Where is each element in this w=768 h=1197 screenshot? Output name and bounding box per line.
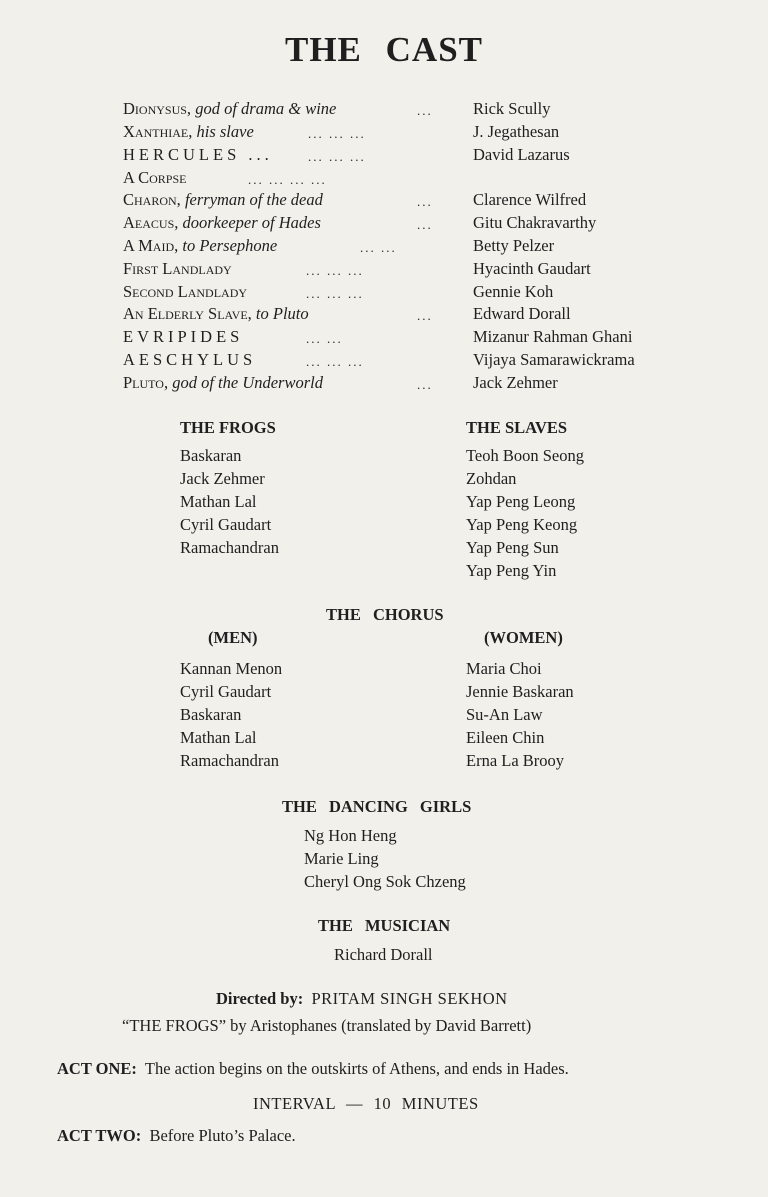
directed-label: Directed by:	[216, 989, 304, 1008]
chorus-men-list	[180, 657, 282, 772]
page-title: THE CAST	[284, 30, 484, 69]
leader-dots: ... ... ... ...	[248, 172, 327, 187]
leader-dots: ...	[417, 377, 433, 392]
act-one	[57, 1059, 569, 1079]
list-item: Mathan Lal	[180, 728, 257, 747]
frogs-heading: THE FROGS	[180, 418, 276, 437]
role-name: Xanthiae, his slave	[123, 122, 254, 141]
leader-dots: ...	[417, 217, 433, 232]
list-item: Yap Peng Yin	[466, 561, 557, 580]
act-one-text: The action begins on the outskirts of Athens, and ends in Hades.	[144, 1059, 569, 1078]
list-item: Yap Peng Sun	[466, 538, 559, 557]
role-name: AESCHYLUS	[123, 350, 257, 369]
actor-name: David Lazarus	[473, 145, 570, 164]
list-item: Marie Ling	[304, 849, 379, 868]
list-item: Erna La Brooy	[466, 751, 565, 770]
actor-name: Mizanur Rahman Ghani	[473, 327, 633, 346]
dancing-girls-heading: THE DANCING GIRLS	[282, 797, 472, 816]
director-name: PRITAM SINGH SEKHON	[311, 989, 508, 1008]
list-item: Ramachandran	[180, 751, 279, 770]
leader-dots: ... ... ...	[308, 149, 366, 164]
role-name: First Landlady	[123, 259, 232, 278]
frogs-list	[180, 444, 279, 559]
list-item: Zohdan	[466, 469, 517, 488]
chorus-heading: THE CHORUS	[326, 605, 444, 624]
actor-name: Jack Zehmer	[473, 373, 558, 392]
leader-dots: ... ... ...	[306, 263, 364, 278]
actor-name: Betty Pelzer	[473, 236, 555, 255]
slaves-list	[466, 444, 584, 582]
role-name: Second Landlady	[123, 282, 248, 301]
role-name: A Corpse	[123, 168, 187, 187]
list-item: Mathan Lal	[180, 492, 257, 511]
role-name: Pluto, god of the Underworld	[123, 373, 323, 392]
role-name: Aeacus, doorkeeper of Hades	[123, 213, 321, 232]
list-item: Jennie Baskaran	[466, 682, 574, 701]
leader-dots: ... ... ...	[306, 354, 364, 369]
leader-dots: ...	[417, 194, 433, 209]
leader-dots: ... ... ...	[308, 126, 366, 141]
musician-name: Richard Dorall	[334, 945, 433, 964]
act-two-text: Before Pluto’s Palace.	[149, 1126, 296, 1145]
actor-name: Vijaya Samarawickrama	[473, 350, 635, 369]
dancing-girls-list	[304, 824, 466, 893]
actor-name: Hyacinth Gaudart	[473, 259, 591, 278]
chorus-men-heading: (MEN)	[208, 628, 258, 647]
leader-dots: ...	[417, 103, 433, 118]
actor-name: Rick Scully	[473, 99, 551, 118]
list-item: Baskaran	[180, 446, 242, 465]
chorus-women-list	[466, 657, 574, 772]
list-item: Baskaran	[180, 705, 242, 724]
actor-name: Gennie Koh	[473, 282, 554, 301]
chorus-women-heading: (WOMEN)	[484, 628, 563, 647]
role-name: Dionysus, god of drama & wine	[123, 99, 337, 118]
actor-name: Gitu Chakravarthy	[473, 213, 597, 232]
list-item: Maria Choi	[466, 659, 542, 678]
interval: INTERVAL — 10 MINUTES	[253, 1094, 479, 1113]
role-name: Charon, ferryman of the dead	[123, 190, 323, 209]
act-two-label: ACT TWO:	[57, 1126, 142, 1145]
leader-dots: ... ...	[360, 240, 397, 255]
musician-heading: THE MUSICIAN	[318, 916, 451, 935]
role-name: HERCULES ...	[123, 145, 273, 164]
act-two	[57, 1126, 296, 1146]
list-item: Yap Peng Leong	[466, 492, 576, 511]
leader-dots: ... ...	[306, 331, 343, 346]
list-item: Cyril Gaudart	[180, 515, 272, 534]
slaves-heading: THE SLAVES	[466, 418, 568, 437]
list-item: Ng Hon Heng	[304, 826, 397, 845]
actor-name: J. Jegathesan	[473, 122, 560, 141]
list-item: Ramachandran	[180, 538, 279, 557]
list-item: Jack Zehmer	[180, 469, 265, 488]
play-credit: “THE FROGS” by Aristophanes (translated by David Barrett)	[122, 1016, 532, 1035]
list-item: Cheryl Ong Sok Chzeng	[304, 872, 466, 891]
role-name: An Elderly Slave, to Pluto	[123, 304, 309, 323]
leader-dots: ... ... ...	[306, 286, 364, 301]
actor-name: Clarence Wilfred	[473, 190, 587, 209]
actor-name: Edward Dorall	[473, 304, 571, 323]
list-item: Eileen Chin	[466, 728, 545, 747]
leader-dots: ...	[417, 308, 433, 323]
list-item: Yap Peng Keong	[466, 515, 578, 534]
role-name: EVRIPIDES	[123, 327, 244, 346]
directed-by	[216, 989, 508, 1009]
list-item: Teoh Boon Seong	[466, 446, 585, 465]
act-one-label: ACT ONE:	[57, 1059, 137, 1078]
list-item: Cyril Gaudart	[180, 682, 272, 701]
role-name: A Maid, to Persephone	[123, 236, 278, 255]
list-item: Su-An Law	[466, 705, 543, 724]
list-item: Kannan Menon	[180, 659, 283, 678]
